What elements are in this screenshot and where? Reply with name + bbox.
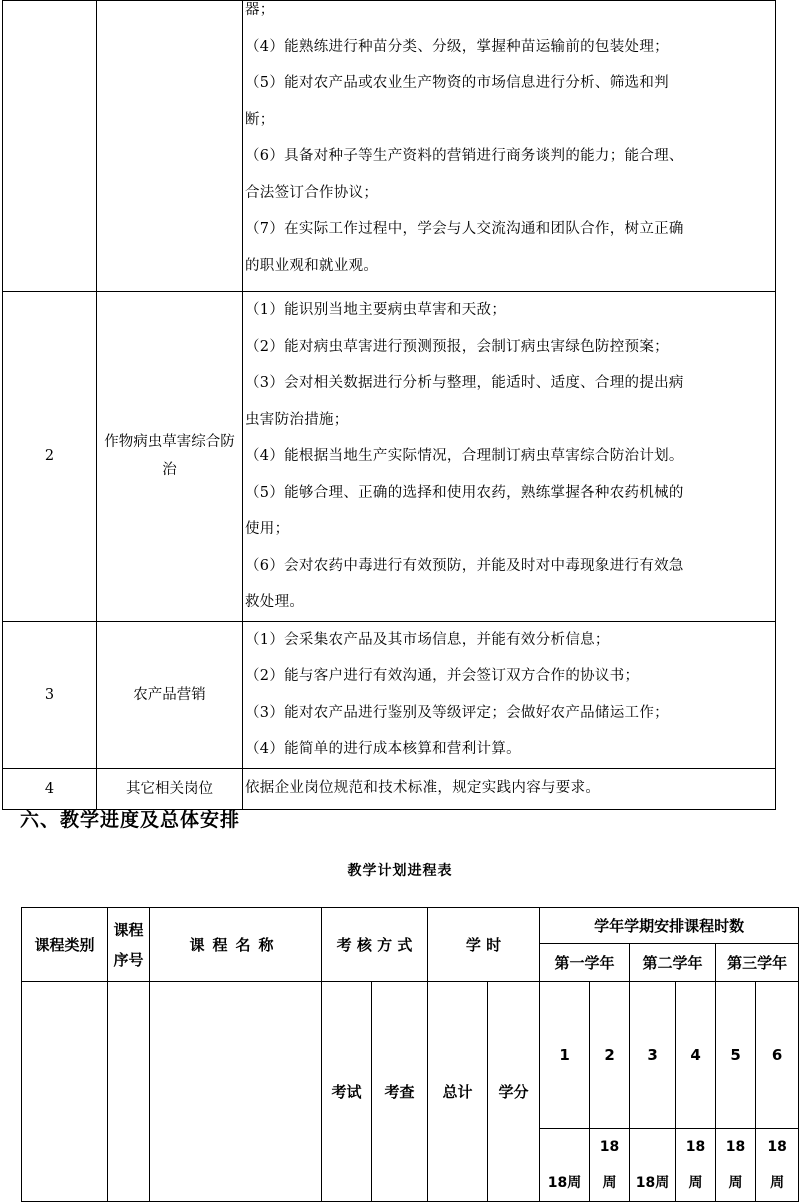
- teaching-plan-table: [21, 907, 799, 1202]
- row-number: 4: [3, 768, 97, 809]
- check-header: 考查: [372, 982, 428, 1202]
- content-line: （3）会对相关数据进行分析与整理，能适时、适度、合理的提出病: [245, 375, 684, 391]
- content-line: （5）能够合理、正确的选择和使用农药，熟练掌握各种农药机械的: [245, 484, 684, 501]
- job-title: [97, 1, 243, 292]
- course-name-cell: [150, 982, 322, 1202]
- section-title: 六、教学进度及总体安排: [20, 809, 241, 831]
- weeks-count: 18: [547, 1175, 568, 1191]
- year3-header: 第三学年: [716, 944, 799, 982]
- weeks-unit: 周: [770, 1175, 785, 1191]
- content-line: （6）会对农药中毒进行有效预防，并能及时对中毒现象进行有效急: [245, 557, 684, 574]
- table-row: [3, 292, 776, 622]
- course-seq-cell: [108, 982, 150, 1202]
- weeks-count: 18: [685, 1139, 706, 1155]
- header-row: [22, 982, 799, 1129]
- content-line: （6）具备对种子等生产资料的营销进行商务谈判的能力；能合理、: [245, 148, 684, 164]
- weeks-count: 18: [767, 1139, 787, 1155]
- weeks-unit: 周: [602, 1175, 617, 1191]
- weeks-unit: 周: [688, 1175, 703, 1191]
- job-title: 其它相关岗位: [97, 768, 243, 809]
- weeks-unit: 周: [567, 1175, 582, 1191]
- content-line: 虫害防治措施；: [245, 411, 349, 428]
- job-title: 作物病虫草害综合防治: [97, 292, 243, 622]
- term-6-weeks: [756, 1129, 799, 1202]
- competency-content: [243, 1, 776, 292]
- content-line: （1）会采集农产品及其市场信息，并能有效分析信息；: [245, 631, 610, 648]
- job-title: 农产品营销: [97, 621, 243, 768]
- year2-header: 第二学年: [630, 944, 716, 982]
- term-2-weeks: [590, 1129, 630, 1202]
- content-line: （2）能与客户进行有效沟通，并会签订双方合作的协议书；: [245, 668, 640, 684]
- content-line: 合法签订合作协议；: [245, 184, 379, 201]
- content-line: （4）能熟练进行种苗分类、分级，掌握种苗运输前的包装处理；: [245, 38, 669, 55]
- term-4: 4: [676, 982, 716, 1129]
- competency-table: [2, 0, 776, 810]
- year1-header: 第一学年: [540, 944, 630, 982]
- total-hours-header: 总计: [428, 982, 488, 1202]
- course-category-header: 课程类别: [22, 908, 108, 982]
- content-line: （1）能识别当地主要病虫草害和天敌；: [245, 302, 507, 318]
- course-category-cell: [22, 982, 108, 1202]
- weeks-count: 18: [599, 1139, 620, 1155]
- content-line: （7）在实际工作过程中，学会与人交流沟通和团队合作，树立正确: [245, 221, 684, 237]
- credit-header: 学分: [488, 982, 540, 1202]
- weeks-unit: 周: [655, 1175, 670, 1191]
- content-line: （2）能对病虫草害进行预测预报，会制订病虫害绿色防控预案；: [245, 338, 669, 355]
- exam-header: 考试: [322, 982, 372, 1202]
- term-5: 5: [716, 982, 756, 1129]
- term-1: 1: [540, 982, 590, 1129]
- table-row: [3, 768, 776, 809]
- term-6: 6: [756, 982, 799, 1129]
- row-number: 2: [3, 292, 97, 622]
- content-line: 使用；: [245, 521, 290, 537]
- competency-content: [243, 768, 776, 809]
- content-line: （4）能根据当地生产实际情况，合理制订病虫草害综合防治计划。: [245, 448, 684, 464]
- content-line: 断；: [245, 111, 275, 128]
- weeks-count: 18: [725, 1139, 746, 1155]
- hours-header: 学 时: [428, 908, 540, 982]
- term-3: 3: [630, 982, 676, 1129]
- term-4-weeks: [676, 1129, 716, 1202]
- content-line: 依据企业岗位规范和技术标准，规定实践内容与要求。: [245, 780, 601, 797]
- term-5-weeks: [716, 1129, 756, 1202]
- competency-content: [243, 621, 776, 768]
- weeks-unit: 周: [728, 1175, 743, 1191]
- schedule-header: 学年学期安排课程时数: [540, 908, 799, 944]
- table-row: [3, 621, 776, 768]
- content-line: 器；: [245, 2, 275, 18]
- course-name-header: 课程名称: [150, 908, 322, 982]
- term-1-weeks: [540, 1129, 590, 1202]
- content-line: 的职业观和就业观。: [245, 257, 379, 274]
- row-number: 3: [3, 621, 97, 768]
- row-number: [3, 1, 97, 292]
- header-row: [22, 908, 799, 944]
- assessment-header: 考 核 方 式: [322, 908, 428, 982]
- course-seq-header: 课程序号: [108, 908, 150, 982]
- content-line: 救处理。: [245, 594, 305, 610]
- content-line: （5）能对农产品或农业生产物资的市场信息进行分析、筛选和判: [245, 75, 669, 91]
- weeks-count: 18: [635, 1175, 656, 1191]
- table-title: 教学计划进程表: [347, 863, 453, 879]
- content-line: （4）能简单的进行成本核算和营利计算。: [245, 741, 521, 757]
- competency-content: [243, 292, 776, 622]
- term-2: 2: [590, 982, 630, 1129]
- content-line: （3）能对农产品进行鉴别及等级评定；会做好农产品储运工作；: [245, 704, 669, 721]
- table-row: [3, 1, 776, 292]
- term-3-weeks: [630, 1129, 676, 1202]
